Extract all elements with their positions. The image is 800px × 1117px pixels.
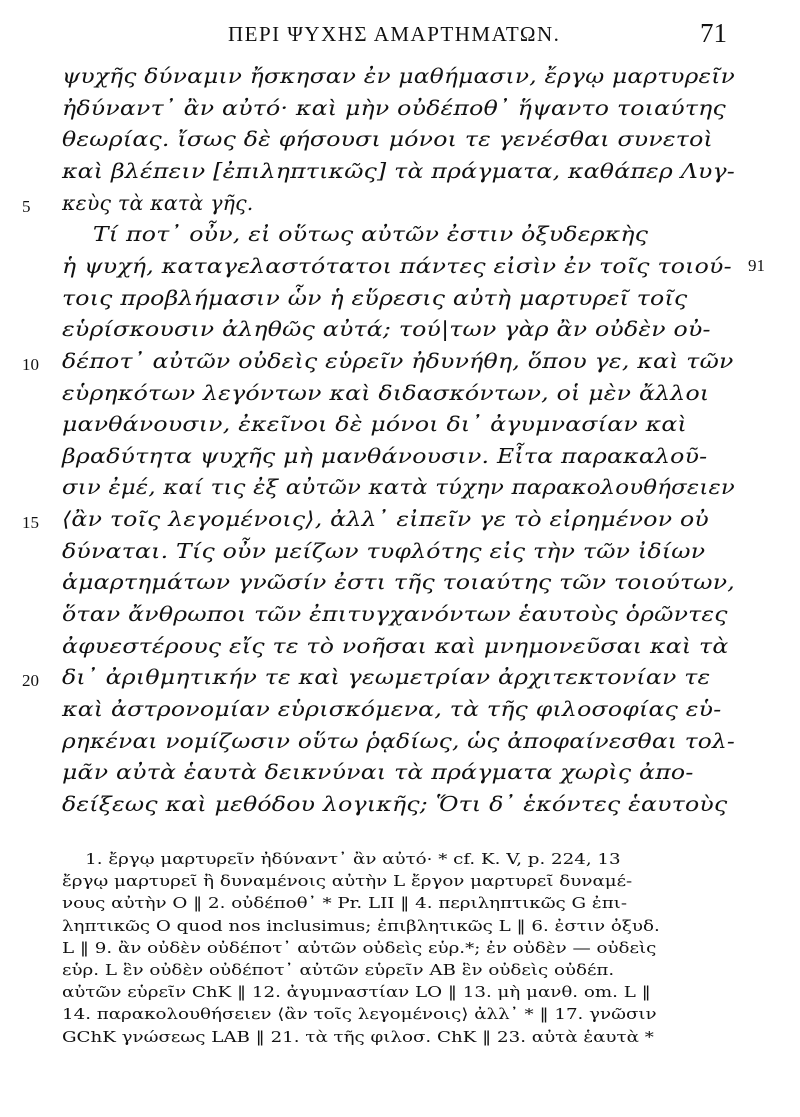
footnote-line: GChK γνώσεως LAB ‖ 21. τὰ τῆς φιλοσ. ChK ‖ 23. αὐτὰ ἑαυτὰ * [62, 1027, 654, 1046]
page-header [0, 16, 800, 56]
line-text: ⟨ἂν τοῖς λεγομένοις⟩, ἀλλ᾽ εἰπεῖν γε τὸ εἰρημένον οὐ [62, 507, 709, 532]
line-text: εὑρηκότων λεγόντων καὶ διδασκόντων, οἱ μὲν ἄλλοι [62, 380, 710, 405]
line-text: ψυχῆς δύναμιν ἤσκησαν ἐν μαθήμασιν, ἔργῳ μαρτυρεῖν [62, 64, 735, 88]
text-line [0, 697, 800, 731]
text-line [0, 507, 800, 541]
line-text: Τί ποτ᾽ οὖν, εἰ οὕτως αὐτῶν ἐστιν ὀξυδερκὴς [62, 222, 649, 247]
margin-page-reference: 91 [748, 256, 765, 275]
footnote-line: ληπτικῶς O quod nos inclusimus; ἐπιβλητικῶς L ‖ 6. ἐστιν ὀξυδ. [62, 916, 660, 935]
text-line [0, 444, 800, 478]
page-number: 71 [700, 18, 727, 48]
text-line [0, 634, 800, 668]
text-line [0, 539, 800, 573]
text-line [0, 286, 800, 320]
text-line [0, 191, 800, 225]
line-text: ρηκέναι νομίζωσιν οὕτω ῥᾳδίως, ὡς ἀποφαίνεσθαι τολ- [62, 728, 735, 753]
running-head: ΠΕΡΙ ΨΥΧΗΣ ΑΜΑΡΤΗΜΑΤΩΝ. [228, 22, 561, 46]
text-line [0, 381, 800, 415]
text-line [0, 412, 800, 446]
line-text: θεωρίας. ἴσως δὲ φήσουσι μόνοι τε γενέσθαι συνετοὶ [62, 127, 713, 152]
line-text: ἁμαρτημάτων γνῶσίν ἐστι τῆς τοιαύτης τῶν τοιούτων, [62, 570, 735, 595]
text-line [0, 665, 800, 699]
line-text: μᾶν αὐτὰ ἑαυτὰ δεικνύναι τὰ πράγματα χωρὶς ἀπο- [62, 760, 694, 785]
line-text: καὶ ἀστρονομίαν εὑρισκόμενα, τὰ τῆς φιλοσοφίας εὑ- [62, 697, 722, 721]
line-text: σιν ἐμέ, καί τις ἐξ αὐτῶν κατὰ τύχην παρακολουθήσειεν [62, 475, 735, 500]
line-text: βραδύτητα ψυχῆς μὴ μανθάνουσιν. Εἶτα παρακαλοῦ- [62, 443, 708, 468]
footnote-line: ἔργῳ μαρτυρεῖ ἢ δυναμένοις αὐτὴν L ἔργον μαρτυρεῖ δυναμέ- [62, 872, 633, 891]
footnote-line: νους αὐτὴν O ‖ 2. οὐδέποθ᾽ * Pr. LII ‖ 4. περιληπτικῶς G ἐπι- [62, 894, 627, 913]
text-line [0, 349, 800, 383]
text-line [0, 254, 800, 288]
text-line [0, 159, 800, 193]
line-text: τοις προβλήμασιν ὧν ἡ εὕρεσις αὐτὴ μαρτυρεῖ τοῖς [62, 285, 688, 310]
line-text: δύναται. Τίς οὖν μείζων τυφλότης εἰς τὴν τῶν ἰδίων [62, 538, 706, 563]
text-line [0, 792, 800, 826]
footnote-line: L ‖ 9. ἂν οὐδὲν οὐδέποτ᾽ αὐτῶν οὐδεὶς εὑρ.*; ἐν οὐδὲν — οὐδεὶς [62, 938, 657, 957]
text-line [0, 570, 800, 604]
line-text: δέποτ᾽ αὐτῶν οὐδεὶς εὑρεῖν ἠδυνήθη, ὅπου γε, καὶ τῶν [62, 348, 734, 373]
line-text: εὑρίσκουσιν ἀληθῶς αὐτά; τού|των γὰρ ἂν οὐδὲν οὐ- [62, 317, 711, 342]
line-text: μανθάνουσιν, ἐκεῖνοι δὲ μόνοι δι᾽ ἀγυμνασίαν καὶ [62, 412, 687, 437]
line-number: 10 [22, 354, 39, 374]
text-line [0, 317, 800, 351]
line-number: 5 [22, 196, 31, 216]
line-text: δείξεως καὶ μεθόδου λογικῆς; Ὅτι δ᾽ ἑκόντες ἑαυτοὺς [62, 791, 728, 816]
line-text: ὅταν ἄνθρωποι τῶν ἐπιτυγχανόντων ἑαυτοὺς ὁρῶντες [62, 602, 728, 627]
line-text: καὶ βλέπειν [ἐπιληπτικῶς] τὰ πράγματα, καθάπερ Λυγ- [62, 158, 735, 183]
text-line [0, 760, 800, 794]
footnote-line: 14. παρακολουθήσειεν ⟨ἂν τοῖς λεγομένοις⟩ ἀλλ᾽ * ‖ 17. γνῶσιν [62, 1005, 657, 1024]
text-line [0, 96, 800, 130]
footnote-line: εὑρ. L ἓν οὐδὲν οὐδέποτ᾽ αὐτῶν εὑρεῖν AB ἓν οὐδεὶς οὐδέπ. [62, 961, 615, 979]
line-text: ἡ ψυχή, καταγελαστότατοι πάντες εἰσὶν ἐν τοῖς τοιού- [62, 253, 732, 278]
line-number: 20 [22, 671, 39, 691]
text-line [0, 475, 800, 509]
footnote-line: αὐτῶν εὑρεῖν ChK ‖ 12. ἀγυμναστίαν LO ‖ 13. μὴ μανθ. om. L ‖ [62, 983, 651, 1002]
text-line [0, 64, 800, 98]
footnote-line: 1. ἔργῳ μαρτυρεῖν ἠδύναντ᾽ ἂν αὐτό· * cf. K. V, p. 224, 13 [62, 850, 621, 868]
line-text: δι᾽ ἀριθμητικήν τε καὶ γεωμετρίαν ἀρχιτεκτονίαν τε [62, 665, 711, 690]
line-text: ἠδύναντ᾽ ἂν αὐτό· καὶ μὴν οὐδέποθ᾽ ἥψαντο τοιαύτης [62, 95, 726, 120]
text-line [0, 127, 800, 161]
line-text: ἀφυεστέρους εἴς τε τὸ νοῆσαι καὶ μνημονεῦσαι καὶ τὰ [62, 633, 729, 658]
line-number: 15 [22, 513, 39, 533]
line-text: κεὺς τὰ κατὰ γῆς. [62, 190, 254, 215]
text-line [0, 602, 800, 636]
text-line [0, 729, 800, 763]
text-line [0, 222, 800, 256]
